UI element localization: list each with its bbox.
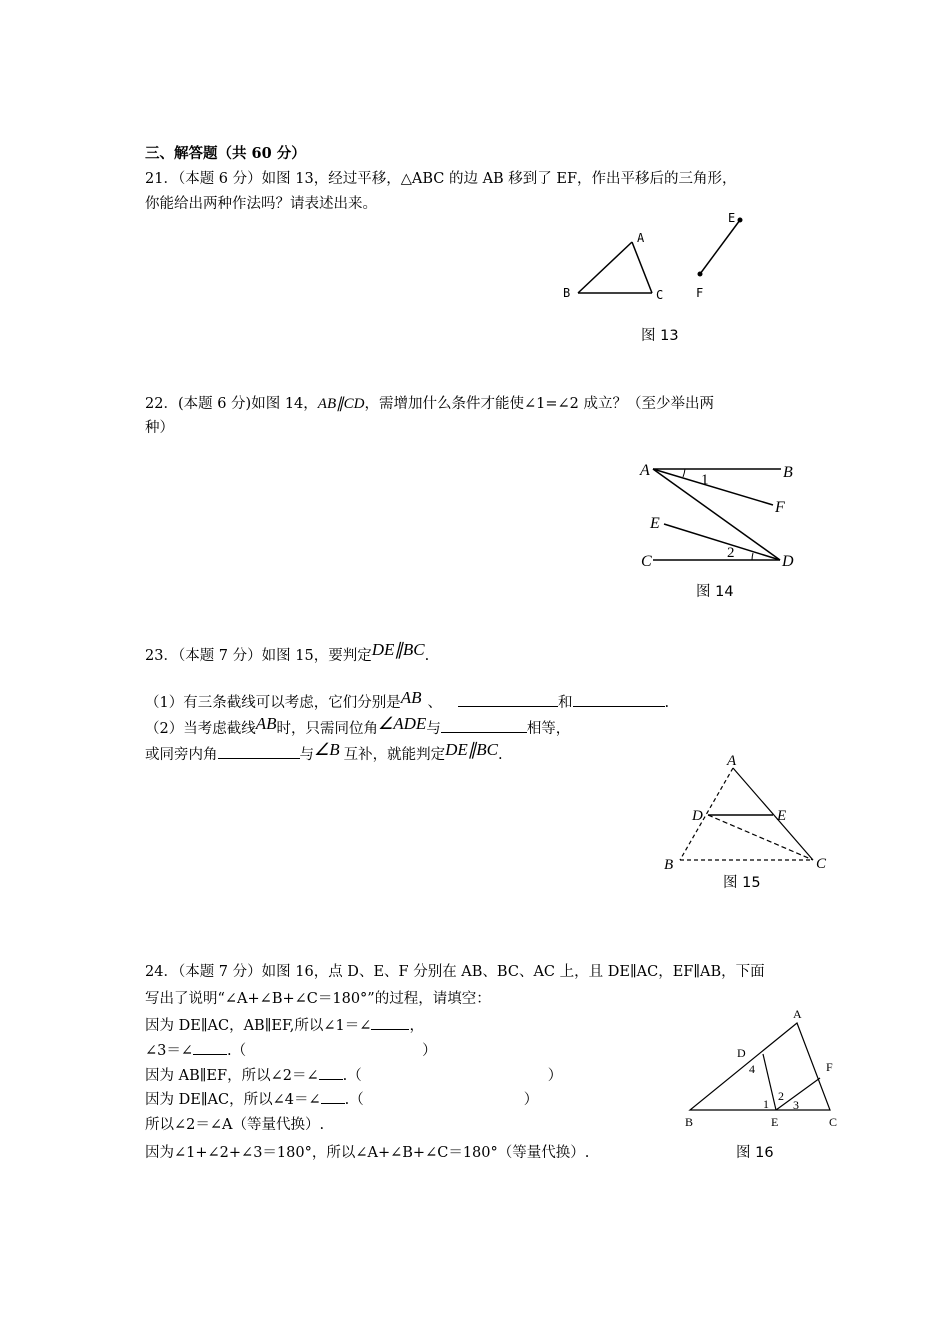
q22-line2: 种）: [145, 420, 174, 436]
q23-line1-c: .: [424, 648, 430, 664]
q24-line3-a: 因为 DE∥AC，AB∥EF,所以∠1＝∠: [145, 1018, 372, 1034]
fig14-label-a: A: [640, 462, 650, 479]
fig16-label-angle3: 3: [793, 1098, 799, 1112]
q24-line4-c: ）: [422, 1043, 437, 1059]
q24-line1: 24．（本题 7 分）如图 16，点 D、E、F 分别在 AB、BC、AC 上，且 DE∥AC，EF∥AB，下面: [145, 964, 765, 980]
q24-line5-a: 因为 AB∥EF，所以∠2＝∠: [145, 1068, 319, 1084]
q23-p1-c: 、: [427, 695, 443, 711]
q23-p1-e: .: [664, 695, 670, 711]
fig14-label-b: B: [783, 464, 793, 481]
q23-p2-f: 相等，: [526, 721, 571, 737]
fig15-label-c: C: [816, 856, 827, 872]
fig16-label-e: E: [771, 1115, 779, 1129]
q23-p2-c: 时，只需同位角: [276, 721, 379, 737]
fig13-caption: 图 13: [641, 328, 679, 344]
fig14-label-e: E: [650, 515, 660, 532]
q23-line1-b: DE∥BC: [371, 640, 425, 659]
fig14-caption: 图 14: [696, 584, 734, 600]
q23-p2-a: （2）当考虑截线: [145, 721, 256, 737]
fig13-label-e: E: [728, 211, 736, 225]
fig16-label-angle4: 4: [749, 1062, 755, 1076]
q24-line8: 因为∠1+∠2+∠3＝180°，所以∠A+∠B+∠C＝180°（等量代换）.: [145, 1145, 590, 1161]
fig16-label-c: C: [829, 1115, 838, 1129]
q24-line5-b: .（: [342, 1068, 362, 1084]
q23-p3-d: 互补，就能判定: [343, 747, 446, 763]
q23-p1-b: AB: [400, 688, 422, 707]
q24-line2: 写出了说明“∠A+∠B+∠C＝180°”的过程，请填空：: [145, 991, 491, 1007]
q23-p2-b: AB: [255, 714, 277, 733]
q21-line1: 21．（本题 6 分）如图 13，经过平移，△ABC 的边 AB 移到了 EF，作出平移后的三角形，: [145, 171, 737, 187]
fig16-caption: 图 16: [736, 1145, 774, 1161]
fig13-label-f: F: [696, 286, 704, 300]
fig15-caption: 图 15: [723, 875, 761, 891]
fig16-label-b: B: [685, 1115, 694, 1129]
fig14-label-angle2: 2: [727, 545, 735, 561]
fig15-label-a: A: [727, 753, 737, 769]
fig16-label-a: A: [793, 1007, 802, 1021]
section-title: 三、解答题（共 60 分）: [145, 145, 306, 162]
q23-p3-a: 或同旁内角: [145, 747, 218, 763]
q23-p3-c: ∠B: [314, 740, 340, 759]
q23-p3-f: .: [498, 747, 503, 763]
q24-line3-b: ，: [409, 1018, 424, 1034]
fig16-label-angle2: 2: [778, 1089, 784, 1103]
q24-line6-a: 因为 DE∥AC，所以∠4＝∠: [145, 1092, 321, 1108]
fig13-label-a: A: [637, 231, 645, 245]
fig15-label-b: B: [664, 857, 674, 873]
fig14-label-angle1: 1: [701, 472, 709, 488]
q23-p2-d: ∠ADE: [378, 714, 427, 733]
q24-line6-c: ）: [523, 1092, 539, 1108]
q23-p2-e: 与: [426, 721, 441, 737]
fig15-label-e: E: [777, 808, 787, 824]
fig15-label-d: D: [692, 808, 703, 824]
fig16-triangle-abc: [690, 1023, 830, 1110]
q23-p1-d: 和: [558, 695, 573, 711]
q23-line1-a: 23．（本题 7 分）如图 15，要判定: [145, 648, 372, 664]
q24-line7: 所以∠2＝∠A（等量代换）.: [145, 1117, 325, 1133]
fig14-label-f: F: [775, 499, 785, 516]
fig13-label-b: B: [563, 286, 571, 300]
fig14-label-d: D: [782, 553, 794, 570]
q24-line4-a: ∠3＝∠: [145, 1043, 194, 1059]
q21-line2: 你能给出两种作法吗？请表述出来。: [145, 196, 377, 212]
fig16-label-f: F: [826, 1060, 833, 1074]
q23-p3-e: DE∥BC: [445, 740, 499, 759]
q22-line1-a: 22．(本题 6 分)如图 14，: [145, 396, 318, 412]
q24-line5-c: ）: [547, 1068, 563, 1084]
fig16-label-angle1: 1: [763, 1097, 769, 1111]
fig13-label-c: C: [656, 288, 664, 302]
q23-p3-b: 与: [299, 747, 314, 763]
q23-p1-a: （1）有三条截线可以考虑，它们分别是: [145, 695, 401, 711]
q24-line6-b: .（: [344, 1092, 364, 1108]
q22-line1-b: AB∥CD: [317, 396, 365, 412]
fig16-label-d: D: [737, 1046, 746, 1060]
q24-line4-b: .（: [227, 1043, 247, 1059]
q22-line1-c: ，需增加什么条件才能使∠1=∠2 成立？（至少举出两: [364, 396, 714, 412]
fig14-label-c: C: [641, 553, 652, 570]
